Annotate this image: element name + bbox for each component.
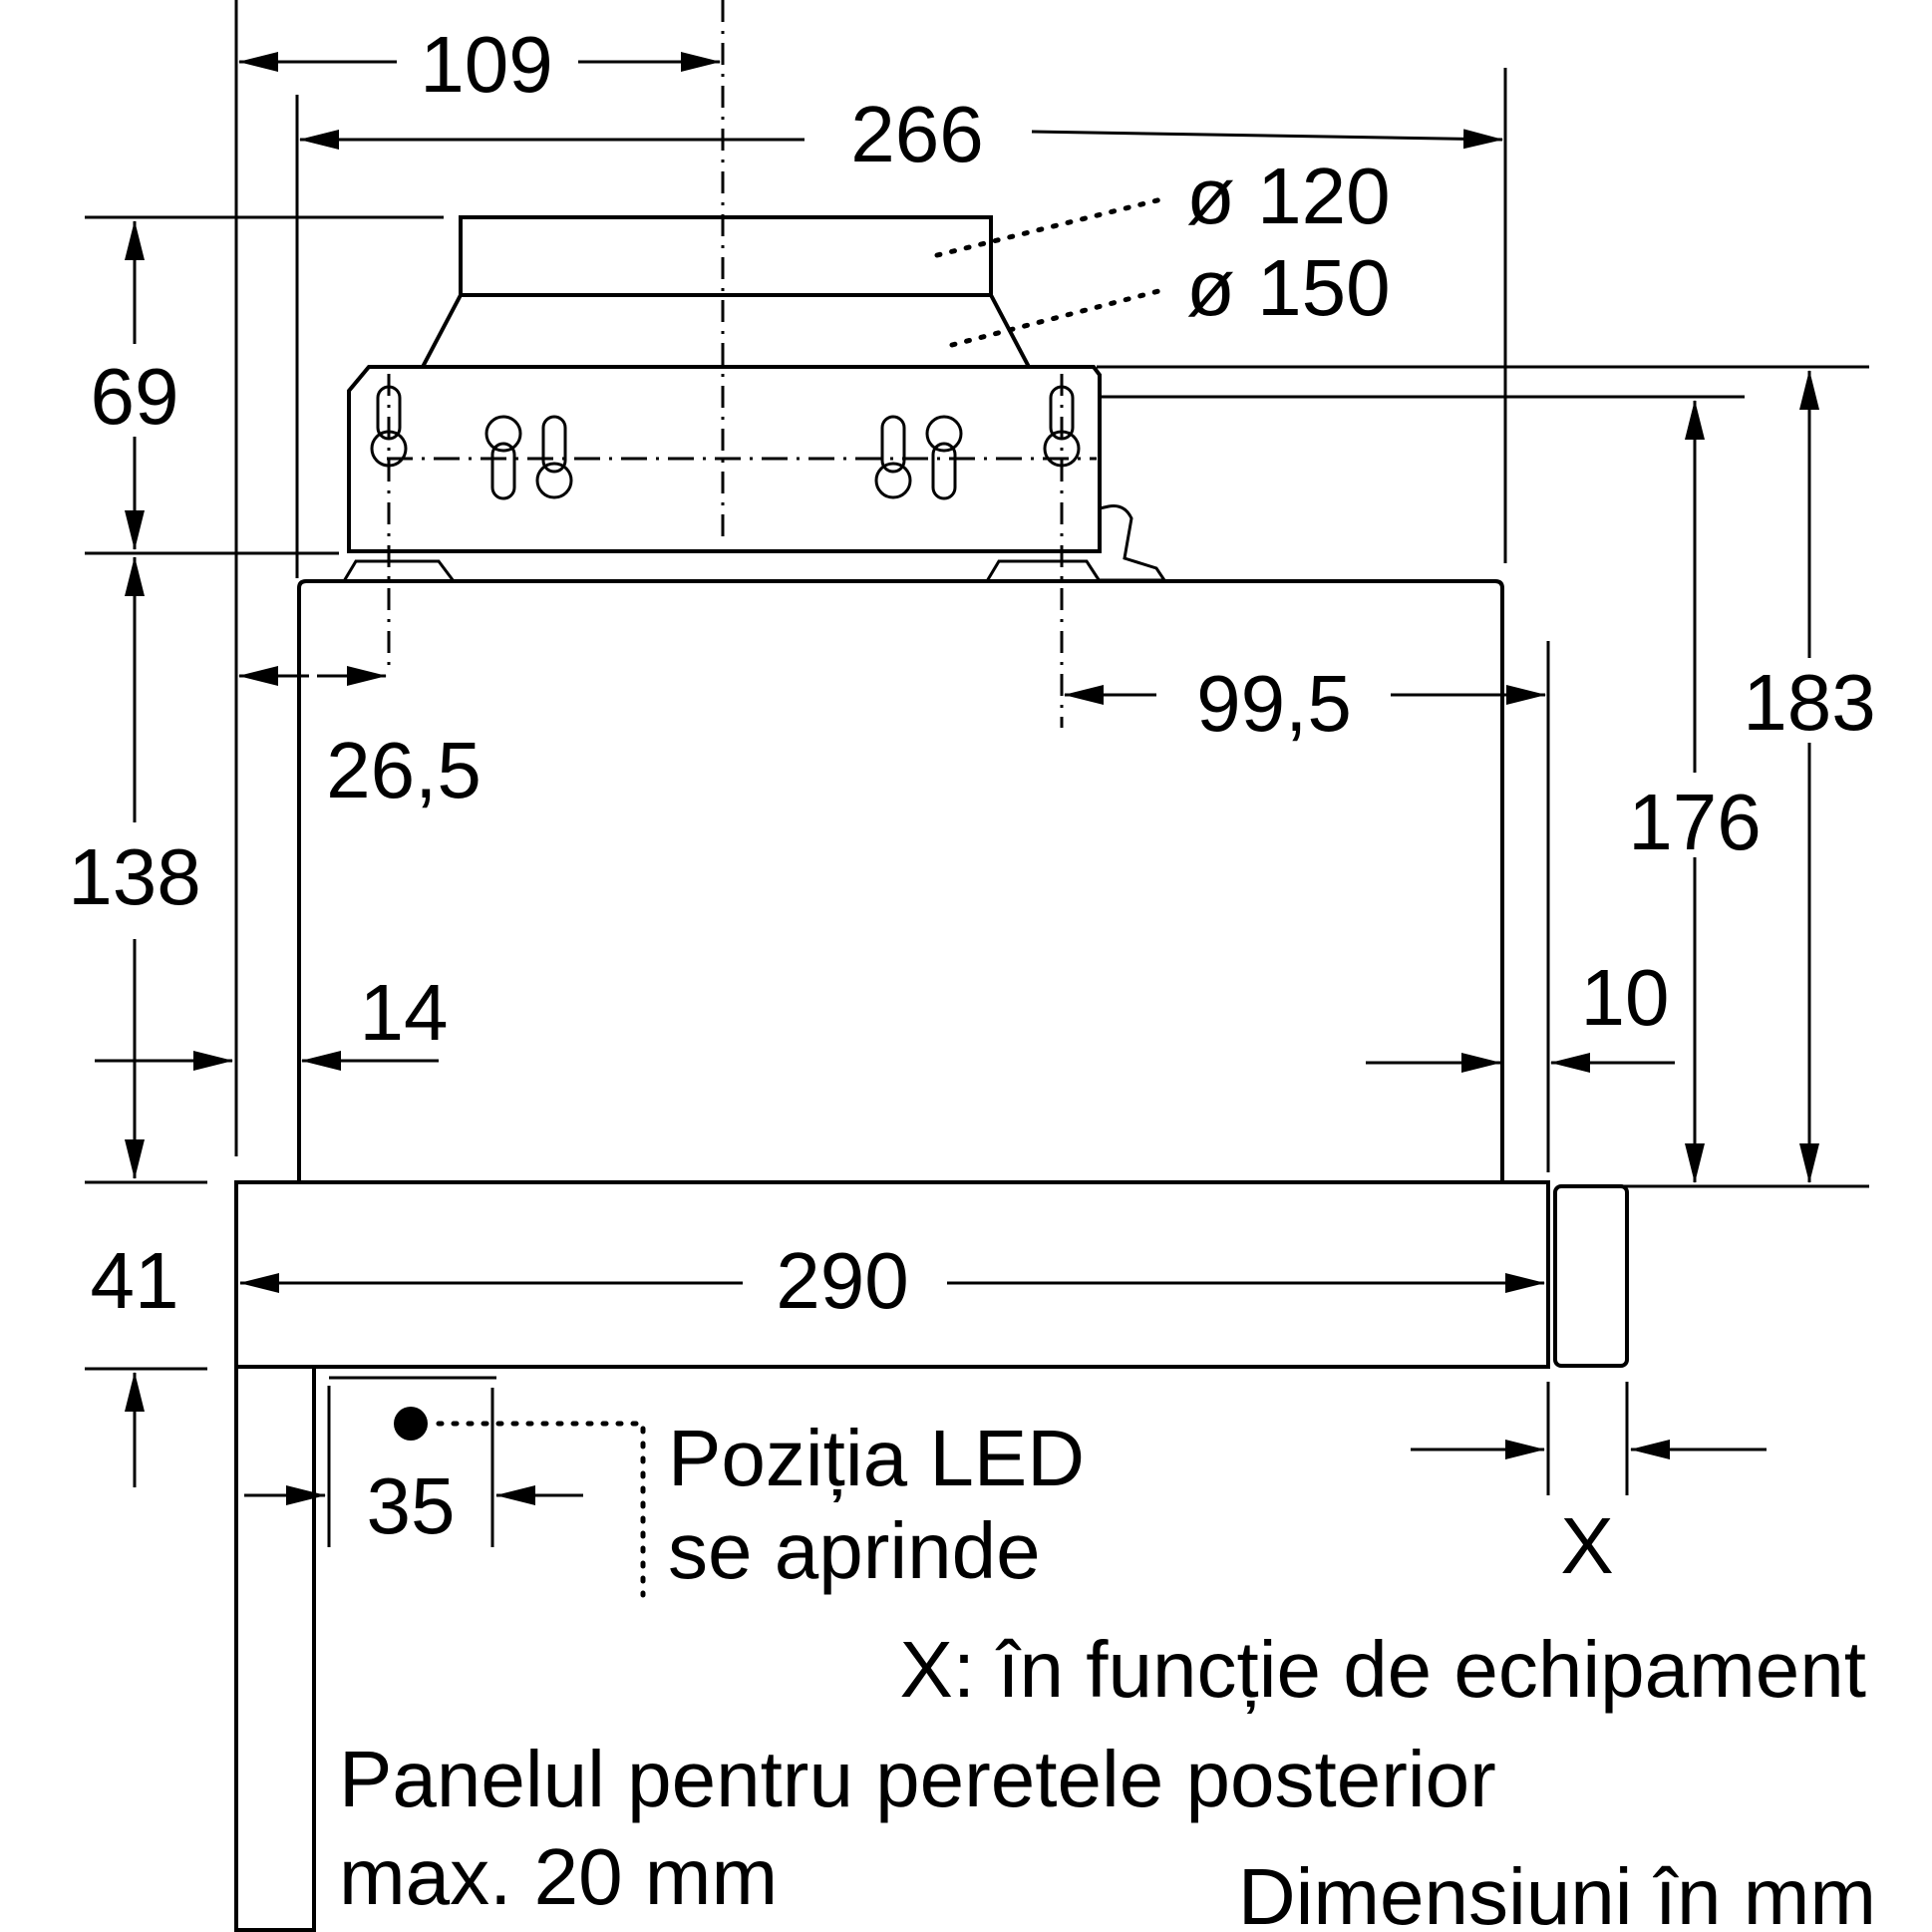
housing-foot-right <box>987 561 1100 581</box>
duct-transition <box>423 295 1029 367</box>
dim-26-5: 26,5 <box>326 726 482 814</box>
rear-wall-panel <box>236 1367 314 1930</box>
dim-10: 10 <box>1580 953 1670 1042</box>
dim-266: 266 <box>850 90 984 178</box>
dim-176: 176 <box>1628 778 1762 866</box>
units-note: Dimensiuni în mm <box>1237 1852 1876 1932</box>
side-bracket <box>1100 506 1164 581</box>
led-label-line2: se aprinde <box>668 1506 1041 1595</box>
panel-note-line2: max. 20 mm <box>339 1832 779 1921</box>
dim-14: 14 <box>359 968 449 1057</box>
front-bezel <box>1555 1186 1627 1366</box>
duct-labels <box>1186 152 1391 332</box>
duct-diameter-150: ø 150 <box>1186 243 1391 332</box>
dim-99-5: 99,5 <box>1196 659 1352 748</box>
dim-109: 109 <box>420 20 553 109</box>
dim-41: 41 <box>90 1236 179 1325</box>
led-label-line1: Poziția LED <box>668 1414 1085 1502</box>
dim-290: 290 <box>776 1236 909 1325</box>
housing-foot-left <box>344 561 454 581</box>
notes <box>339 1414 1876 1932</box>
x-footnote: X: în funcție de echipament <box>899 1625 1866 1714</box>
led-position-dot <box>394 1407 428 1441</box>
dim-35: 35 <box>366 1461 456 1550</box>
dim-69: 69 <box>90 352 179 441</box>
x-marker: X <box>1560 1501 1614 1590</box>
panel-note-line1: Panelul pentru peretele posterior <box>339 1735 1496 1823</box>
duct-diameter-120: ø 120 <box>1186 152 1391 240</box>
dim-183: 183 <box>1743 658 1876 747</box>
duct-collar <box>461 217 991 295</box>
leader-led <box>439 1424 643 1595</box>
dim-138: 138 <box>68 832 201 921</box>
